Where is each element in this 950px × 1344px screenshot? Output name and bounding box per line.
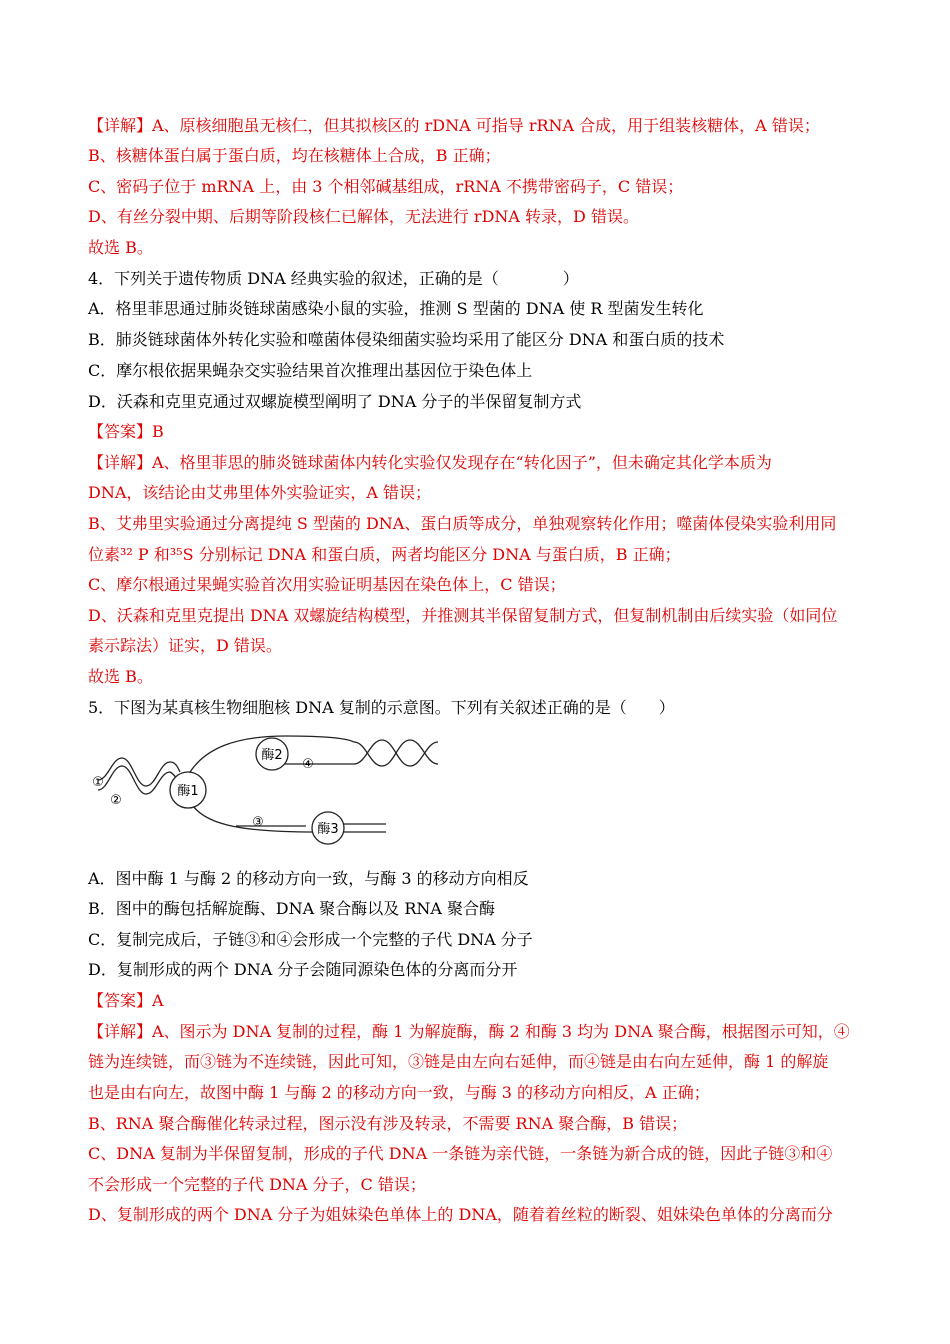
question-5-stem: 5．下图为某真核生物细胞核 DNA 复制的示意图。下列有关叙述正确的是（ ） [88,698,675,717]
question-4-answer: 【答案】B [88,422,164,441]
explanation-line: 【详解】A、图示为 DNA 复制的过程，酶 1 为解旋酶，酶 2 和酶 3 均为 DNA 聚合酶，根据图示可知，④ [88,1022,850,1041]
enzyme-3-label: 酶3 [317,822,339,837]
lower-parental-strand [190,802,386,832]
conclusion-line: 故选 B。 [88,667,153,686]
question-5-option-b: B．图中的酶包括解旋酶、DNA 聚合酶以及 RNA 聚合酶 [88,899,496,918]
explanation-line: B、艾弗里实验通过分离提纯 S 型菌的 DNA、蛋白质等成分，单独观察转化作用；噬菌体侵染实验利用同 [88,514,837,533]
question-4-option-a: A．格里菲思通过肺炎链球菌感染小鼠的实验，推测 S 型菌的 DNA 使 R 型菌发生转化 [88,299,704,318]
question-4-option-d: D．沃森和克里克通过双螺旋模型阐明了 DNA 分子的半保留复制方式 [88,392,582,411]
strand-4-label: ④ [302,757,314,772]
explanation-line: 素示踪法）证实，D 错误。 [88,636,282,655]
explanation-line: 也是由右向左，故图中酶 1 与酶 2 的移动方向一致，与酶 3 的移动方向相反，A 正确； [88,1083,710,1102]
explanation-line: 【详解】A、原核细胞虽无核仁，但其拟核区的 rDNA 可指导 rRNA 合成，用于组装核糖体，A 错误； [88,116,820,135]
explanation-line: D、复制形成的两个 DNA 分子为姐妹染色单体上的 DNA，随着着丝粒的断裂、姐妹染色单体的分离而分 [88,1205,833,1224]
strand-2-label: ② [110,793,122,808]
question-4-option-b: B．肺炎链球菌体外转化实验和噬菌体侵染细菌实验均采用了能区分 DNA 和蛋白质的技术 [88,330,725,349]
dna-replication-diagram [86,728,446,848]
question-5-option-c: C．复制完成后，子链③和④会形成一个完整的子代 DNA 分子 [88,930,533,949]
explanation-line: 链为连续链，而③链为不连续链，因此可知，③链是由左向右延伸，而④链是由右向左延伸，酶 1 的解旋 [88,1052,829,1071]
explanation-line: C、DNA 复制为半保留复制，形成的子代 DNA 一条链为亲代链，一条链为新合成的链，因此子链③和④ [88,1144,833,1163]
strand-1-label: ① [92,775,104,790]
question-4-option-c: C．摩尔根依据果蝇杂交实验结果首次推理出基因位于染色体上 [88,361,533,380]
explanation-line: C、密码子位于 mRNA 上，由 3 个相邻碱基组成，rRNA 不携带密码子，C 错误； [88,177,684,196]
enzyme-1-label: 酶1 [177,784,199,799]
explanation-line: B、核糖体蛋白属于蛋白质，均在核糖体上合成，B 正确； [88,146,501,165]
explanation-line: 位素³² P 和³⁵S 分别标记 DNA 和蛋白质，两者均能区分 DNA 与蛋白质，B 正确； [88,545,681,564]
strand-3-label: ③ [252,815,264,830]
explanation-line: 不会形成一个完整的子代 DNA 分子，C 错误； [88,1175,426,1194]
upper-helix-strand-b [354,740,438,766]
conclusion-line: 故选 B。 [88,238,153,257]
question-4-stem: 4．下列关于遗传物质 DNA 经典实验的叙述，正确的是（ ） [88,269,579,288]
enzyme-2-label: 酶2 [261,748,283,763]
explanation-line: D、沃森和克里克提出 DNA 双螺旋结构模型，并推测其半保留复制方式，但复制机制由后续实验（如同位 [88,606,838,625]
explanation-line: B、RNA 聚合酶催化转录过程，图示没有涉及转录，不需要 RNA 聚合酶，B 错误； [88,1114,688,1133]
explanation-line: C、摩尔根通过果蝇实验首次用实验证明基因在染色体上，C 错误； [88,575,566,594]
explanation-line: D、有丝分裂中期、后期等阶段核仁已解体，无法进行 rDNA 转录，D 错误。 [88,207,639,226]
explanation-line: 【详解】A、格里菲思的肺炎链球菌体内转化实验仅发现存在“转化因子”，但未确定其化学本质为 [88,453,772,472]
explanation-line: DNA，该结论由艾弗里体外实验证实，A 错误； [88,483,432,502]
question-5-option-d: D．复制形成的两个 DNA 分子会随同源染色体的分离而分开 [88,960,518,979]
question-5-option-a: A．图中酶 1 与酶 2 的移动方向一致，与酶 3 的移动方向相反 [88,869,529,888]
question-5-answer: 【答案】A [88,991,164,1010]
